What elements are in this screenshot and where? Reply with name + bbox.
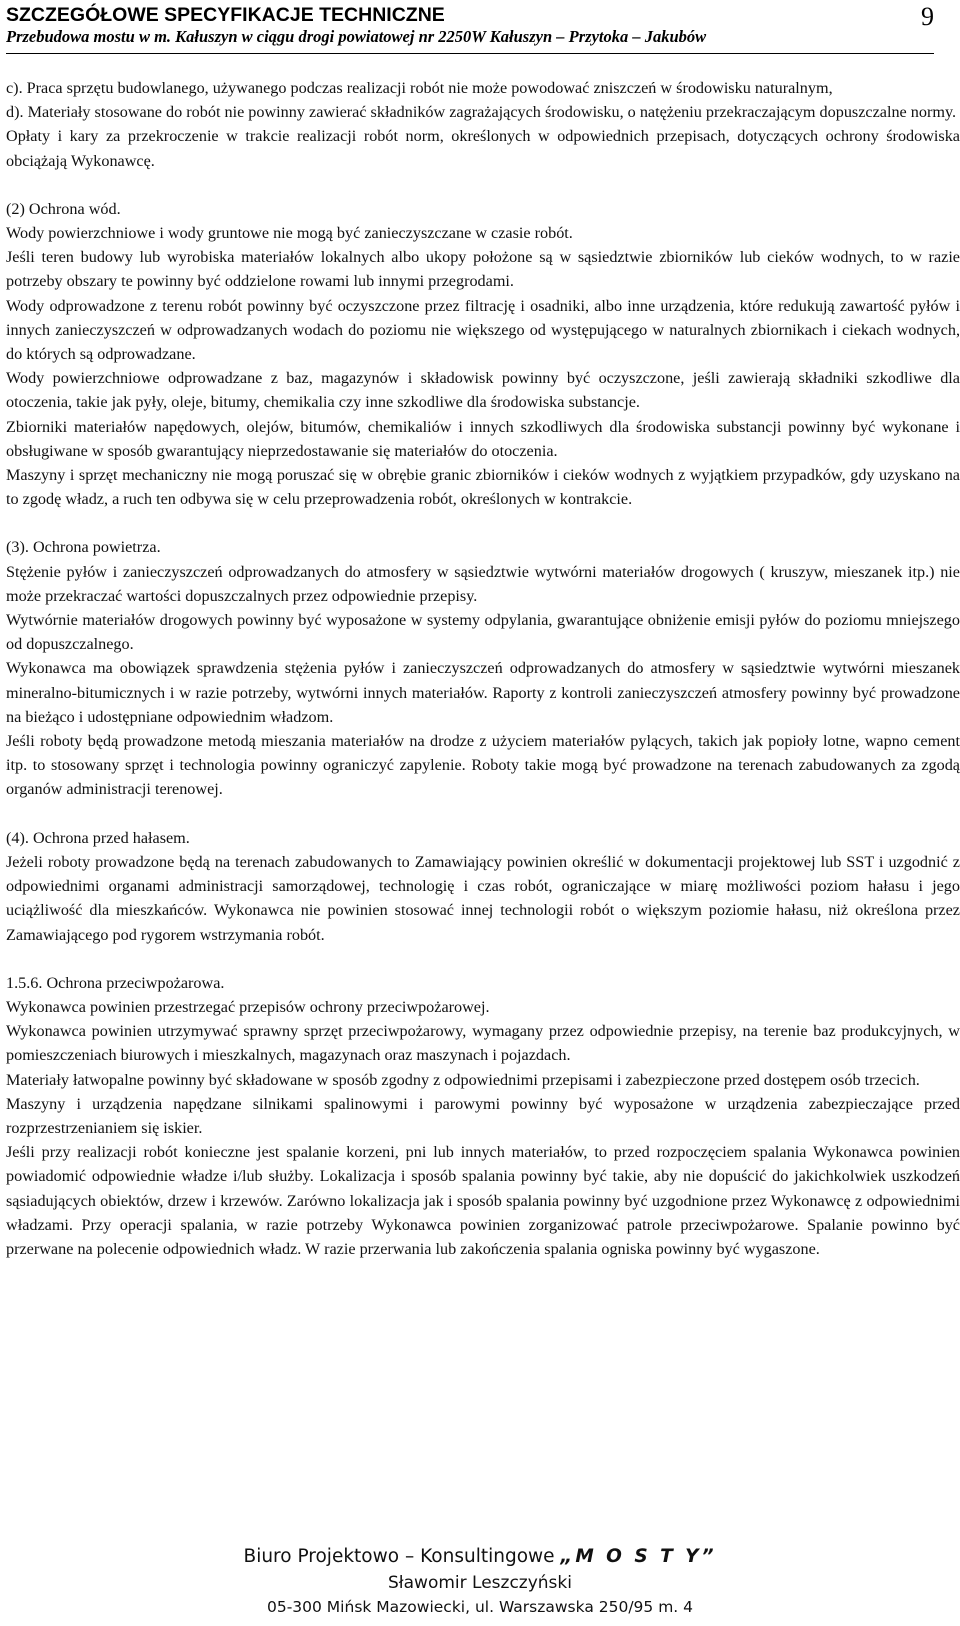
paragraph: Jeśli teren budowy lub wyrobiska materiałów lokalnych albo ukopy położone są w sąsiedztwie zbiorników lub cieków wodnych, to w razie potrzeby obszary te powinny być oddzielone rowami lub innymi przegrodami. — [6, 248, 960, 291]
section-heading-air: (3). Ochrona powietrza. — [6, 538, 161, 557]
paragraph: Jeżeli roboty prowadzone będą na terenach zabudowanych to Zamawiający powinien określić w dokumentacji projektowej lub SST i uzgodnić z odpowiednimi organami administracji samorządowej, technologię i czas robót, ograniczające w miarę możliwości poziom hałasu i jego uciążliwość dla mieszkańców. Wykonawca nie powinien stosować innej technologii robót o większym poziomie hałasu, niż określona przez Zamawiającego pod rygorem wstrzymania robót. — [6, 852, 960, 944]
footer-company-line — [0, 1546, 960, 1567]
paragraph: Maszyny i sprzęt mechaniczny nie mogą poruszać się w obrębie granic zbiorników i cieków wodnych z wyjątkiem przypadków, gdy uzyskano na to zgodę władz, a ruch ten odbywa się w celu przeprowadzenia robót, określonych w kontrakcie. — [6, 466, 960, 509]
paragraph: Wody powierzchniowe i wody gruntowe nie mogą być zanieczyszczane w czasie robót. — [6, 224, 573, 243]
footer-brand: „M O S T Y” — [560, 1546, 717, 1567]
paragraph: Wykonawca powinien utrzymywać sprawny sprzęt przeciwpożarowy, wymagany przez odpowiednie przepisy, na terenie baz produkcyjnych, w pomieszczeniach biurowych i mieszkalnych, magazynach oraz maszynach i pojazdach. — [6, 1022, 960, 1065]
document-body — [6, 76, 960, 1261]
paragraph: Maszyny i urządzenia napędzane silnikami spalinowymi i parowymi powinny być wyposażone w urządzenia zabezpieczające przed rozprzestrzenianiem się iskier. — [6, 1094, 960, 1137]
paragraph-d: d). Materiały stosowane do robót nie powinny zawierać składników zagrażających środowisku, o natężeniu przekraczającym dopuszczalne normy. — [6, 103, 957, 122]
paragraph-c: c). Praca sprzętu budowlanego, używanego podczas realizacji robót nie może powodować zniszczeń w środowisku naturalnym, — [6, 79, 833, 97]
header-divider — [6, 53, 934, 54]
page-number: 9 — [921, 2, 934, 31]
paragraph: Stężenie pyłów i zanieczyszczeń odprowadzanych do atmosfery w sąsiedztwie wytwórni materiałów drogowych ( kruszyw, mieszanek itp.) nie może przekraczać wartości dopuszczalnych przez odpowiednie przepisy. — [6, 562, 960, 605]
section-heading-noise: (4). Ochrona przed hałasem. — [6, 828, 190, 847]
paragraph-fees: Opłaty i kary za przekroczenie w trakcie realizacji robót norm, określonych w odpowiednich przepisach, dotyczących ochrony środowiska obciążają Wykonawcę. — [6, 127, 960, 170]
footer-address: 05-300 Mińsk Mazowiecki, ul. Warszawska 250/95 m. 4 — [266, 1598, 694, 1616]
paragraph: Materiały łatwopalne powinny być składowane w sposób zgodny z odpowiednimi przepisami i zabezpieczone przed dostępem osób trzecich. — [6, 1070, 920, 1089]
paragraph: Wody odprowadzone z terenu robót powinny być oczyszczone przez filtrację i osadniki, albo inne urządzenia, które redukują zawartość pyłów i innych zanieczyszczeń w odprowadzanych wodach do poziomu nie większego od występującego w naturalnych zbiornikach i ciekach wodnych, do których są odprowadzane. — [6, 296, 960, 364]
paragraph: Jeśli przy realizacji robót konieczne jest spalanie korzeni, pni lub innych materiałów, to przed rozpoczęciem spalania Wykonawca powinien powiadomić odpowiednie władze i/lub służby. Lokalizacja i sposób spalania powinny być takie, aby nie dopuścić do jakichkolwiek uszkodzeń sąsiadujących obiektów, drzew i krzewów. Zarówno lokalizacja jak i sposób spalania powinny być uzgodnione przez Wykonawcę z odpowiednimi władzami. Przy operacji spalania, w razie potrzeby Wykonawca powinien zorganizować patrole przeciwpożarowe. Spalanie powinno być przerwane na polecenie odpowiednich władz. W razie przerwania lub zakończenia spalania ogniska powinny być wygaszone. — [6, 1143, 960, 1258]
project-subtitle: Przebudowa mostu w m. Kałuszyn w ciągu drogi powiatowej nr 2250W Kałuszyn – Przytoka – Jakubów — [6, 27, 707, 46]
paragraph: Zbiorniki materiałów napędowych, olejów, bitumów, chemikaliów i innych szkodliwych dla środowiska substancji powinny być wykonane i obsługiwane w sposób gwarantujący nieprzedostawanie się materiałów do otoczenia. — [6, 417, 960, 460]
paragraph: Jeśli roboty będą prowadzone metodą mieszania materiałów na drodze z użyciem materiałów pylących, takich jak popioły lotne, wapno cement itp. to stosowany sprzęt i technologia powinny ograniczyć zapylenie. Roboty takie mogą być prowadzone na terenach zabudowanych za zgodą organów administracji terenowej. — [6, 732, 960, 799]
paragraph: Wytwórnie materiałów drogowych powinny być wyposażone w systemy odpylania, gwarantujące obniżenie emisji pyłów do poziomu mniejszego od dopuszczalnego. — [6, 611, 960, 654]
section-heading-fire: 1.5.6. Ochrona przeciwpożarowa. — [6, 973, 225, 992]
footer-name: Sławomir Leszczyński — [388, 1573, 572, 1593]
paragraph: Wody powierzchniowe odprowadzane z baz, magazynów i składowisk powinny być oczyszczone, jeśli zawierają składniki szkodliwe dla otoczenia, takie jak pyły, oleje, bitumy, chemikalia czy inne szkodliwe dla środowiska substancje. — [6, 369, 960, 412]
paragraph: Wykonawca ma obowiązek sprawdzenia stężenia pyłów i zanieczyszczeń odprowadzanych do atmosfery w sąsiedztwie wytwórni mieszanek mineralno-bitumicznych i w razie potrzeby, wytwórni innych materiałów. Raporty z kontroli zanieczyszczeń atmosfery powinny być prowadzone na bieżąco i udostępniane odpowiednim władzom. — [6, 659, 960, 726]
footer-company: Biuro Projektowo – Konsultingowe — [243, 1546, 555, 1567]
section-heading-water: (2) Ochrona wód. — [6, 199, 121, 218]
paragraph: Wykonawca powinien przestrzegać przepisów ochrony przeciwpożarowej. — [6, 997, 490, 1016]
document-title: SZCZEGÓŁOWE SPECYFIKACJE TECHNICZNE — [6, 4, 445, 26]
